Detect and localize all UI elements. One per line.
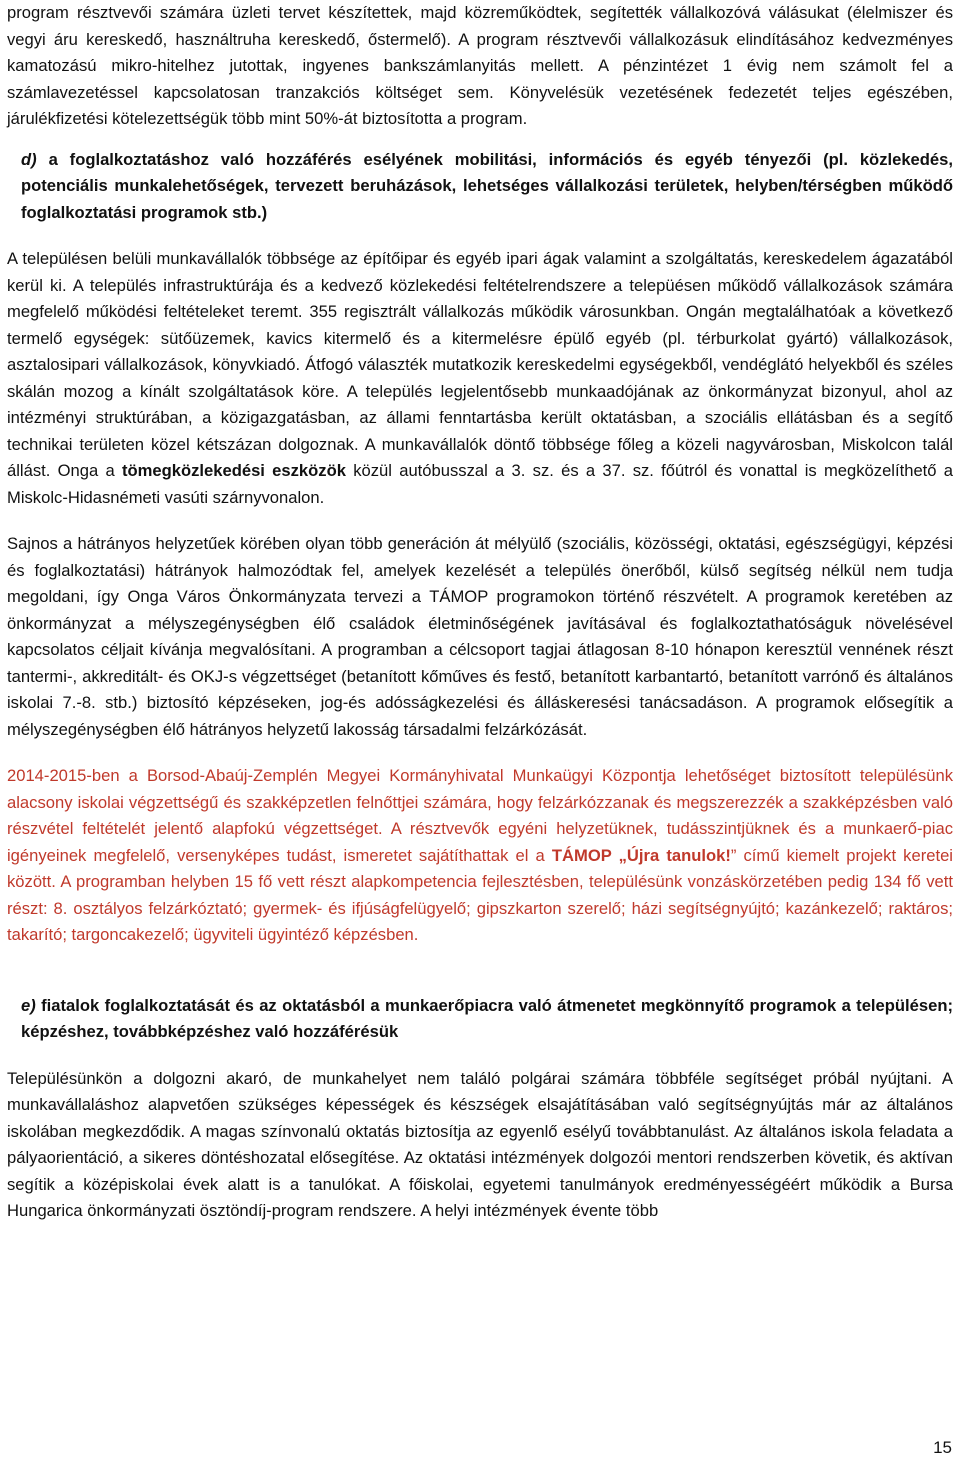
paragraph-training-text-a: 2014-2015-ben a Borsod-Abaúj-Zemplén Megyei Kormányhivatal Munkaügyi Központja lehetőséget biztosított településünk alacsony iskolai végzettségű és szakképzetlen felnőttjei számára, hogy felzárkózzanak és megszerezzék a szakképzésben való részvétel feltételét jelentő alapfokú végzettséget. A résztvevők egyéni helyzetüknek, tudásszintjüknek és a munkaerő-piac igényeinek megfelelő, versenyképes tudást, ismeretet sajátíthattak el a [7, 766, 953, 865]
paragraph-local-employment-text-a: A településen belüli munkavállalók többsége az építőipar és egyéb ipari ágak valamint a szolgáltatás, kereskedelem ágazatából kerül ki. A település infrastruktúrája és a kedvező közlekedési feltételrendszere a telepüésen működő vállalkozások számára megfelelő működési feltételeket teremt. 355 regisztrált vállalkozás működik városunkban. Ongán megtalálhatóak a következő termelő egységek: sütőüzemek, kavics kitermelő és a kitermelésre épülő egyéb (pl. térburkolat gyártó) vállalkozások, asztalosipari vállalkozások, könyvkiadó. Átfogó választék mutatkozik kereskedelmi egységekből, vendéglátó helyekből és széles skálán mozog a kínált szolgáltatások köre. A település legjelentősebb munkaadójának az önkormányzat bizonyul, ahol az intézményi struktúrában, a közigazgatásban, az állami fenntartásba került oktatásban, a szociális ellátásban és a segítő technikai területen közel kétszázan dolgoznak. A munkavállalók döntő többsége főleg a közeli nagyvárosban, Miskolcon talál állást. Onga a [7, 249, 953, 480]
section-label-d: d) [21, 149, 37, 169]
paragraph-local-employment-bold: tömegközlekedési eszközök [121, 461, 346, 480]
paragraph-local-employment-text-b: közül autóbusszal a 3. sz. és a 37. sz. főútról és vonattal is megközelíthető a Miskolc-Hidasnémeti vasúti szárnyvonalon. [7, 461, 953, 507]
paragraph-program-participants: program résztvevői számára üzleti tervet készítettek, majd közreműködtek, segítették vállalkozóvá válásukat (élelmiszer és vegyi áru kereskedő, használtruha kereskedő, őstermelő). A program résztvevői vállalkozásuk elindításához kedvezményes kamatozású mikro-hitelhez jutottak, ingyenes bankszámlanyitás mellett. A pénzintézet 1 évig nem számolt fel a számlavezetéssel kapcsolatosan tranzakciós költséget sem. Könyvelésük vezetésének fedezetét teljes egészében, járulékfizetési kötelezettségük több mint 50%-át biztosította a program. [7, 3, 953, 128]
section-label-e: e) [21, 995, 36, 1015]
document-page [7, 0, 953, 1225]
paragraph-disadvantaged: Sajnos a hátrányos helyzetűek körében olyan több generáción át mélyülő (szociális, közösségi, oktatási, egészségügyi, képzési és foglalkoztatási) hátrányok halmozódtak fel, amelyek kezelését a település önerőből, külső segítség nélkül nem tudja megoldani, így Onga Város Önkormányzata tervezi a TÁMOP programokon történő részvételt. A programok keretében az önkormányzat a mélyszegénységben élő családok életminőségének javításával és foglalkoztathatóságuk növelésével kapcsolatos céljait kívánja megvalósítani. A programban a célcsoport tagjai átlagosan 8-10 hónapon keresztül vennének részt tantermi-, akkreditált- és OKJ-s végzettséget (betanított kőműves és festő, betanított karbantartó, betanított varrónő és általános iskolai 7.-8. stb.) biztosító képzéseken, jog-és adósságkezelési és álláskeresési tanácsadáson. A programok elősegítik a mélyszegénységben élő hátrányos helyzetű lakosság társadalmi felzárkózását. [7, 534, 953, 739]
paragraph-youth-employment: Településünkön a dolgozni akaró, de munkahelyet nem találó polgárai számára többféle segítséget próbál nyújtani. A munkavállaláshoz alapvetően szükséges képességek és készségek elsajátításában való segítségnyújtás már az általános iskolában megkezdődik. A magas színvonalú oktatás biztosítja az egyenlő esélyű továbbtanulást. Az általános iskola feladata a pályaorientáció, a sikeres döntéshozatal elősegítése. Az oktatási intézmények dolgozói mentori rendszerben követik, és aktívan segítik a középiskolai évek alatt is a tanulókat. A főiskolai, egyetemi tanulmányok eredményességéért működik a Bursa Hungarica önkormányzati ösztöndíj-program rendszere. A helyi intézmények évente több [7, 1068, 953, 1220]
paragraph-training-text-b: ” című kiemelt projekt keretei között. A programban helyben 15 fő vett részt alapkompetencia fejlesztésben, településünk vonzáskörzetében pedig 134 fő vett részt: 8. osztályos felzárkóztató; gyermek- és ifjúságfelügyelő; gipszkarton szerelő; házi segítségnyújtó; kazánkezelő; raktáros; takarító; targoncakezelő; ügyviteli ügyintéző képzésben. [7, 845, 953, 944]
paragraph-training-red [7, 763, 953, 949]
paragraph-local-employment [7, 246, 953, 511]
section-heading-d-text: a foglalkoztatáshoz való hozzáférés esélyének mobilitási, információs és egyéb tényezői (pl. közlekedés, potenciális munkalehetőségek, tervezett beruházások, lehetséges vállalkozási területek, helyben/térségben működő foglalkoztatási programok stb.) [21, 149, 953, 222]
section-heading-e [7, 993, 953, 1046]
section-heading-e-text: fiatalok foglalkoztatását és az oktatásból a munkaerőpiacra való átmenetet megkönnyítő programok a településen; képzéshez, továbbképzéshez való hozzáférésük [21, 995, 953, 1041]
section-heading-d [7, 147, 953, 227]
page-number: 15 [933, 1438, 952, 1457]
paragraph-training-bold: TÁMOP „Újra tanulok! [551, 845, 731, 865]
